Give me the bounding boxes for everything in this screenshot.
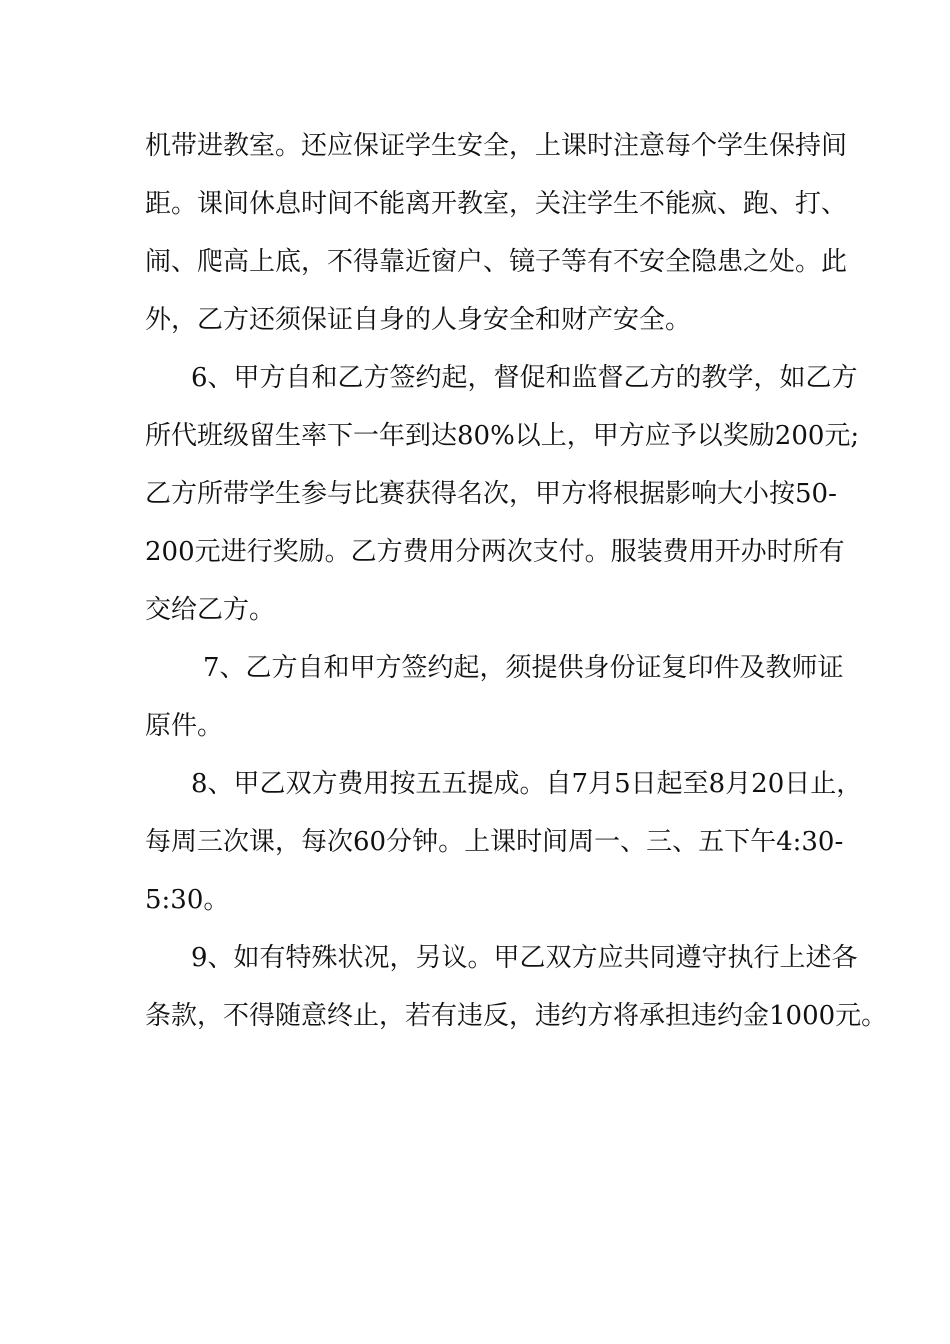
text-line-3: 闹、爬高上底，不得靠近窗户、镜子等有不安全隐患之处。此 <box>145 247 848 277</box>
clause-9-line-2: 条款，不得随意终止，若有违反，违约方将承担违约金1000元。 <box>145 1001 888 1031</box>
clause-6-line-3: 乙方所带学生参与比赛获得名次，甲方将根据影响大小按50- <box>145 479 837 509</box>
clause-6-line-1: 6、甲方自和乙方签约起，督促和监督乙方的教学，如乙方 <box>191 363 858 393</box>
clause-9-line-1: 9、如有特殊状况，另议。甲乙双方应共同遵守执行上述各 <box>191 943 858 973</box>
clause-7-line-1: 7、乙方自和甲方签约起，须提供身份证复印件及教师证 <box>203 653 844 683</box>
contract-text <box>145 117 888 1045</box>
clause-6-line-5: 交给乙方。 <box>145 595 276 625</box>
clause-6-line-4: 200元进行奖励。乙方费用分两次支付。服装费用开办时所有 <box>145 537 845 567</box>
text-line-4: 外，乙方还须保证自身的人身安全和财产安全。 <box>145 305 692 335</box>
text-line-1: 机带进教室。还应保证学生安全，上课时注意每个学生保持间 <box>145 131 848 161</box>
clause-8-line-2: 每周三次课，每次60分钟。上课时间周一、三、五下午4:30- <box>145 827 844 857</box>
clause-7-line-2: 原件。 <box>145 711 224 741</box>
clause-6-line-2: 所代班级留生率下一年到达80%以上，甲方应予以奖励200元; <box>145 421 860 451</box>
clause-8-line-1: 8、甲乙双方费用按五五提成。自7月5日起至8月20日止， <box>191 769 863 799</box>
clause-8-line-3: 5:30。 <box>145 885 230 915</box>
text-line-2: 距。课间休息时间不能离开教室，关注学生不能疯、跑、打、 <box>145 189 848 219</box>
